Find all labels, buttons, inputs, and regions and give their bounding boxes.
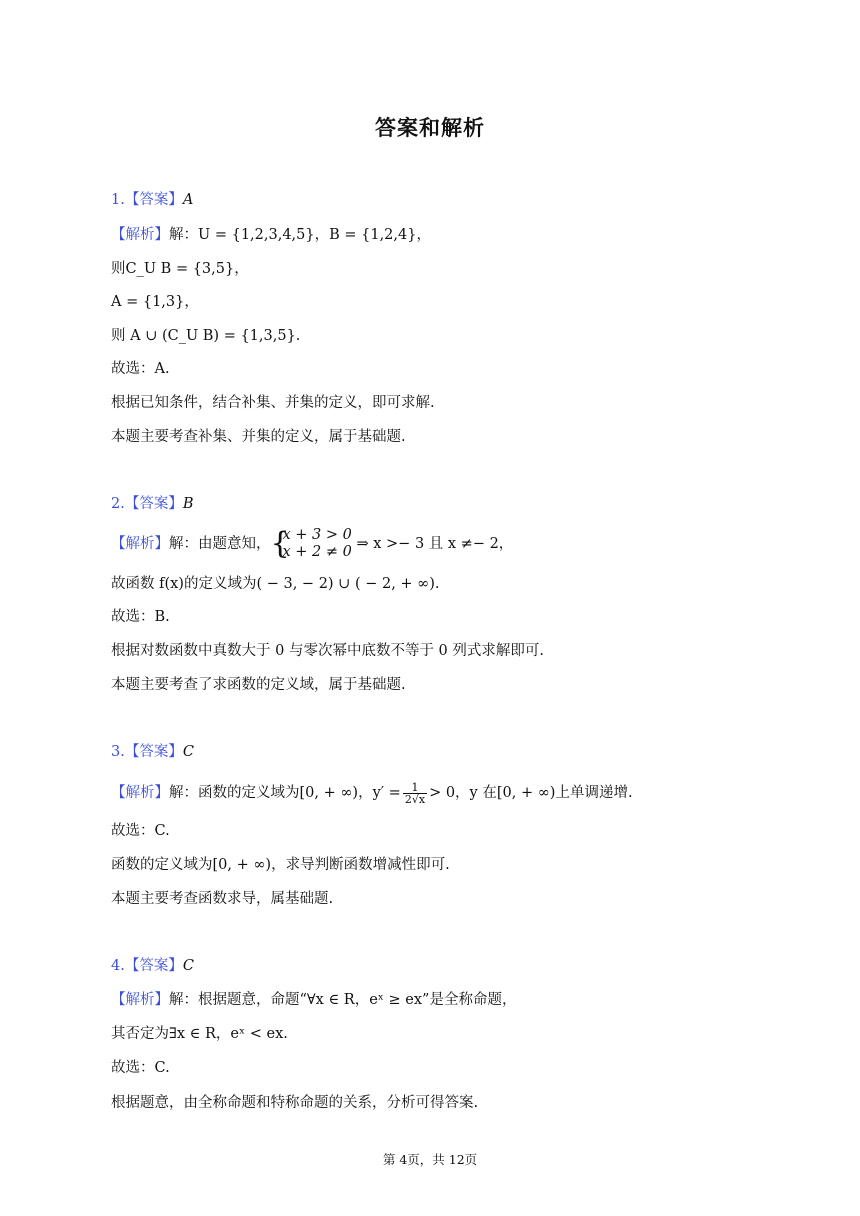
q1-choice-line: 故选：A. (111, 361, 170, 377)
q2-analysis-text-post: ⇒ x >− 3 且 x ≠− 2， (356, 536, 514, 552)
q2-left-brace: { (270, 526, 290, 561)
q2-answer-value: B (182, 496, 194, 512)
q2-summary-line: 本题主要考查了求函数的定义域，属于基础题. (111, 677, 406, 693)
q4-answer-prefix: 4.【答案】 (111, 958, 183, 974)
q3-fraction-denominator: 2√x (404, 792, 426, 806)
q1-analysis-line-3: A = {1,3}， (111, 294, 199, 310)
q4-analysis-line-1 (111, 990, 516, 1010)
q3-answer-line (111, 742, 194, 762)
q3-choice-line: 故选：C. (111, 823, 170, 839)
page-title: 答案和解析 (375, 116, 485, 140)
q1-method-line: 根据已知条件，结合补集、并集的定义，即可求解. (111, 395, 435, 411)
q4-analysis-text-1: 解：根据题意，命题“∀x ∈ R，eˣ ≥ ex”是全称命题， (169, 992, 517, 1008)
q2-analysis-line-1 (111, 526, 513, 562)
q1-analysis-line-4: 则 A ∪ (C_U B) = {1,3,5}. (111, 328, 301, 344)
q2-inequality-system (271, 527, 352, 561)
q1-analysis-text-1: 解：U = {1,2,3,4,5}，B = {1,2,4}， (169, 227, 431, 243)
q4-negation-line: 其否定为∃x ∈ R，eˣ < ex. (111, 1026, 288, 1042)
q2-system-row-1: x + 3 > 0 (282, 527, 352, 543)
q3-summary-line: 本题主要考查函数求导，属基础题. (111, 891, 334, 907)
q3-fraction-numerator: 1 (403, 782, 427, 794)
q2-answer-prefix: 2.【答案】 (111, 496, 183, 512)
q3-derivative-fraction (403, 782, 427, 805)
q1-summary-line: 本题主要考查补集、并集的定义，属于基础题. (111, 429, 406, 445)
q2-system-row-2: x + 2 ≠ 0 (282, 544, 352, 560)
q1-analysis-line-1 (111, 225, 431, 245)
q3-analysis-text-pre: 解：函数的定义域为[0, + ∞)，y′ = (169, 785, 401, 801)
page-footer: 第 4页，共 12页 (382, 1152, 478, 1167)
q4-method-line: 根据题意，由全称命题和特称命题的关系，分析可得答案. (111, 1095, 479, 1111)
q1-analysis-line-2: 则C_U B = {3,5}， (111, 261, 249, 277)
q2-choice-line: 故选：B. (111, 609, 170, 625)
q3-analysis-line-1 (111, 779, 633, 807)
q3-answer-prefix: 3.【答案】 (111, 744, 183, 760)
q4-answer-line (111, 956, 194, 976)
q4-analysis-tag: 【解析】 (111, 992, 169, 1008)
q1-answer-prefix: 1.【答案】 (111, 192, 183, 208)
q1-analysis-tag: 【解析】 (111, 227, 169, 243)
q3-analysis-text-post: > 0，y 在[0, + ∞)上单调递增. (429, 785, 633, 801)
q1-answer-line (111, 190, 193, 210)
q3-analysis-tag: 【解析】 (111, 785, 169, 801)
q2-answer-line (111, 494, 194, 514)
q4-answer-value: C (182, 958, 194, 974)
q3-method-line: 函数的定义域为[0, + ∞)，求导判断函数增减性即可. (111, 857, 450, 873)
q2-method-line: 根据对数函数中真数大于 0 与零次幂中底数不等于 0 列式求解即可. (111, 643, 544, 659)
q3-answer-value: C (182, 744, 194, 760)
q1-answer-value: A (182, 192, 194, 208)
q2-domain-line: 故函数 f(x)的定义域为( − 3, − 2) ∪ ( − 2, + ∞). (111, 576, 440, 592)
q2-analysis-tag: 【解析】 (111, 536, 169, 552)
q4-choice-line: 故选：C. (111, 1060, 170, 1076)
q2-analysis-text-pre: 解：由题意知， (169, 536, 271, 552)
